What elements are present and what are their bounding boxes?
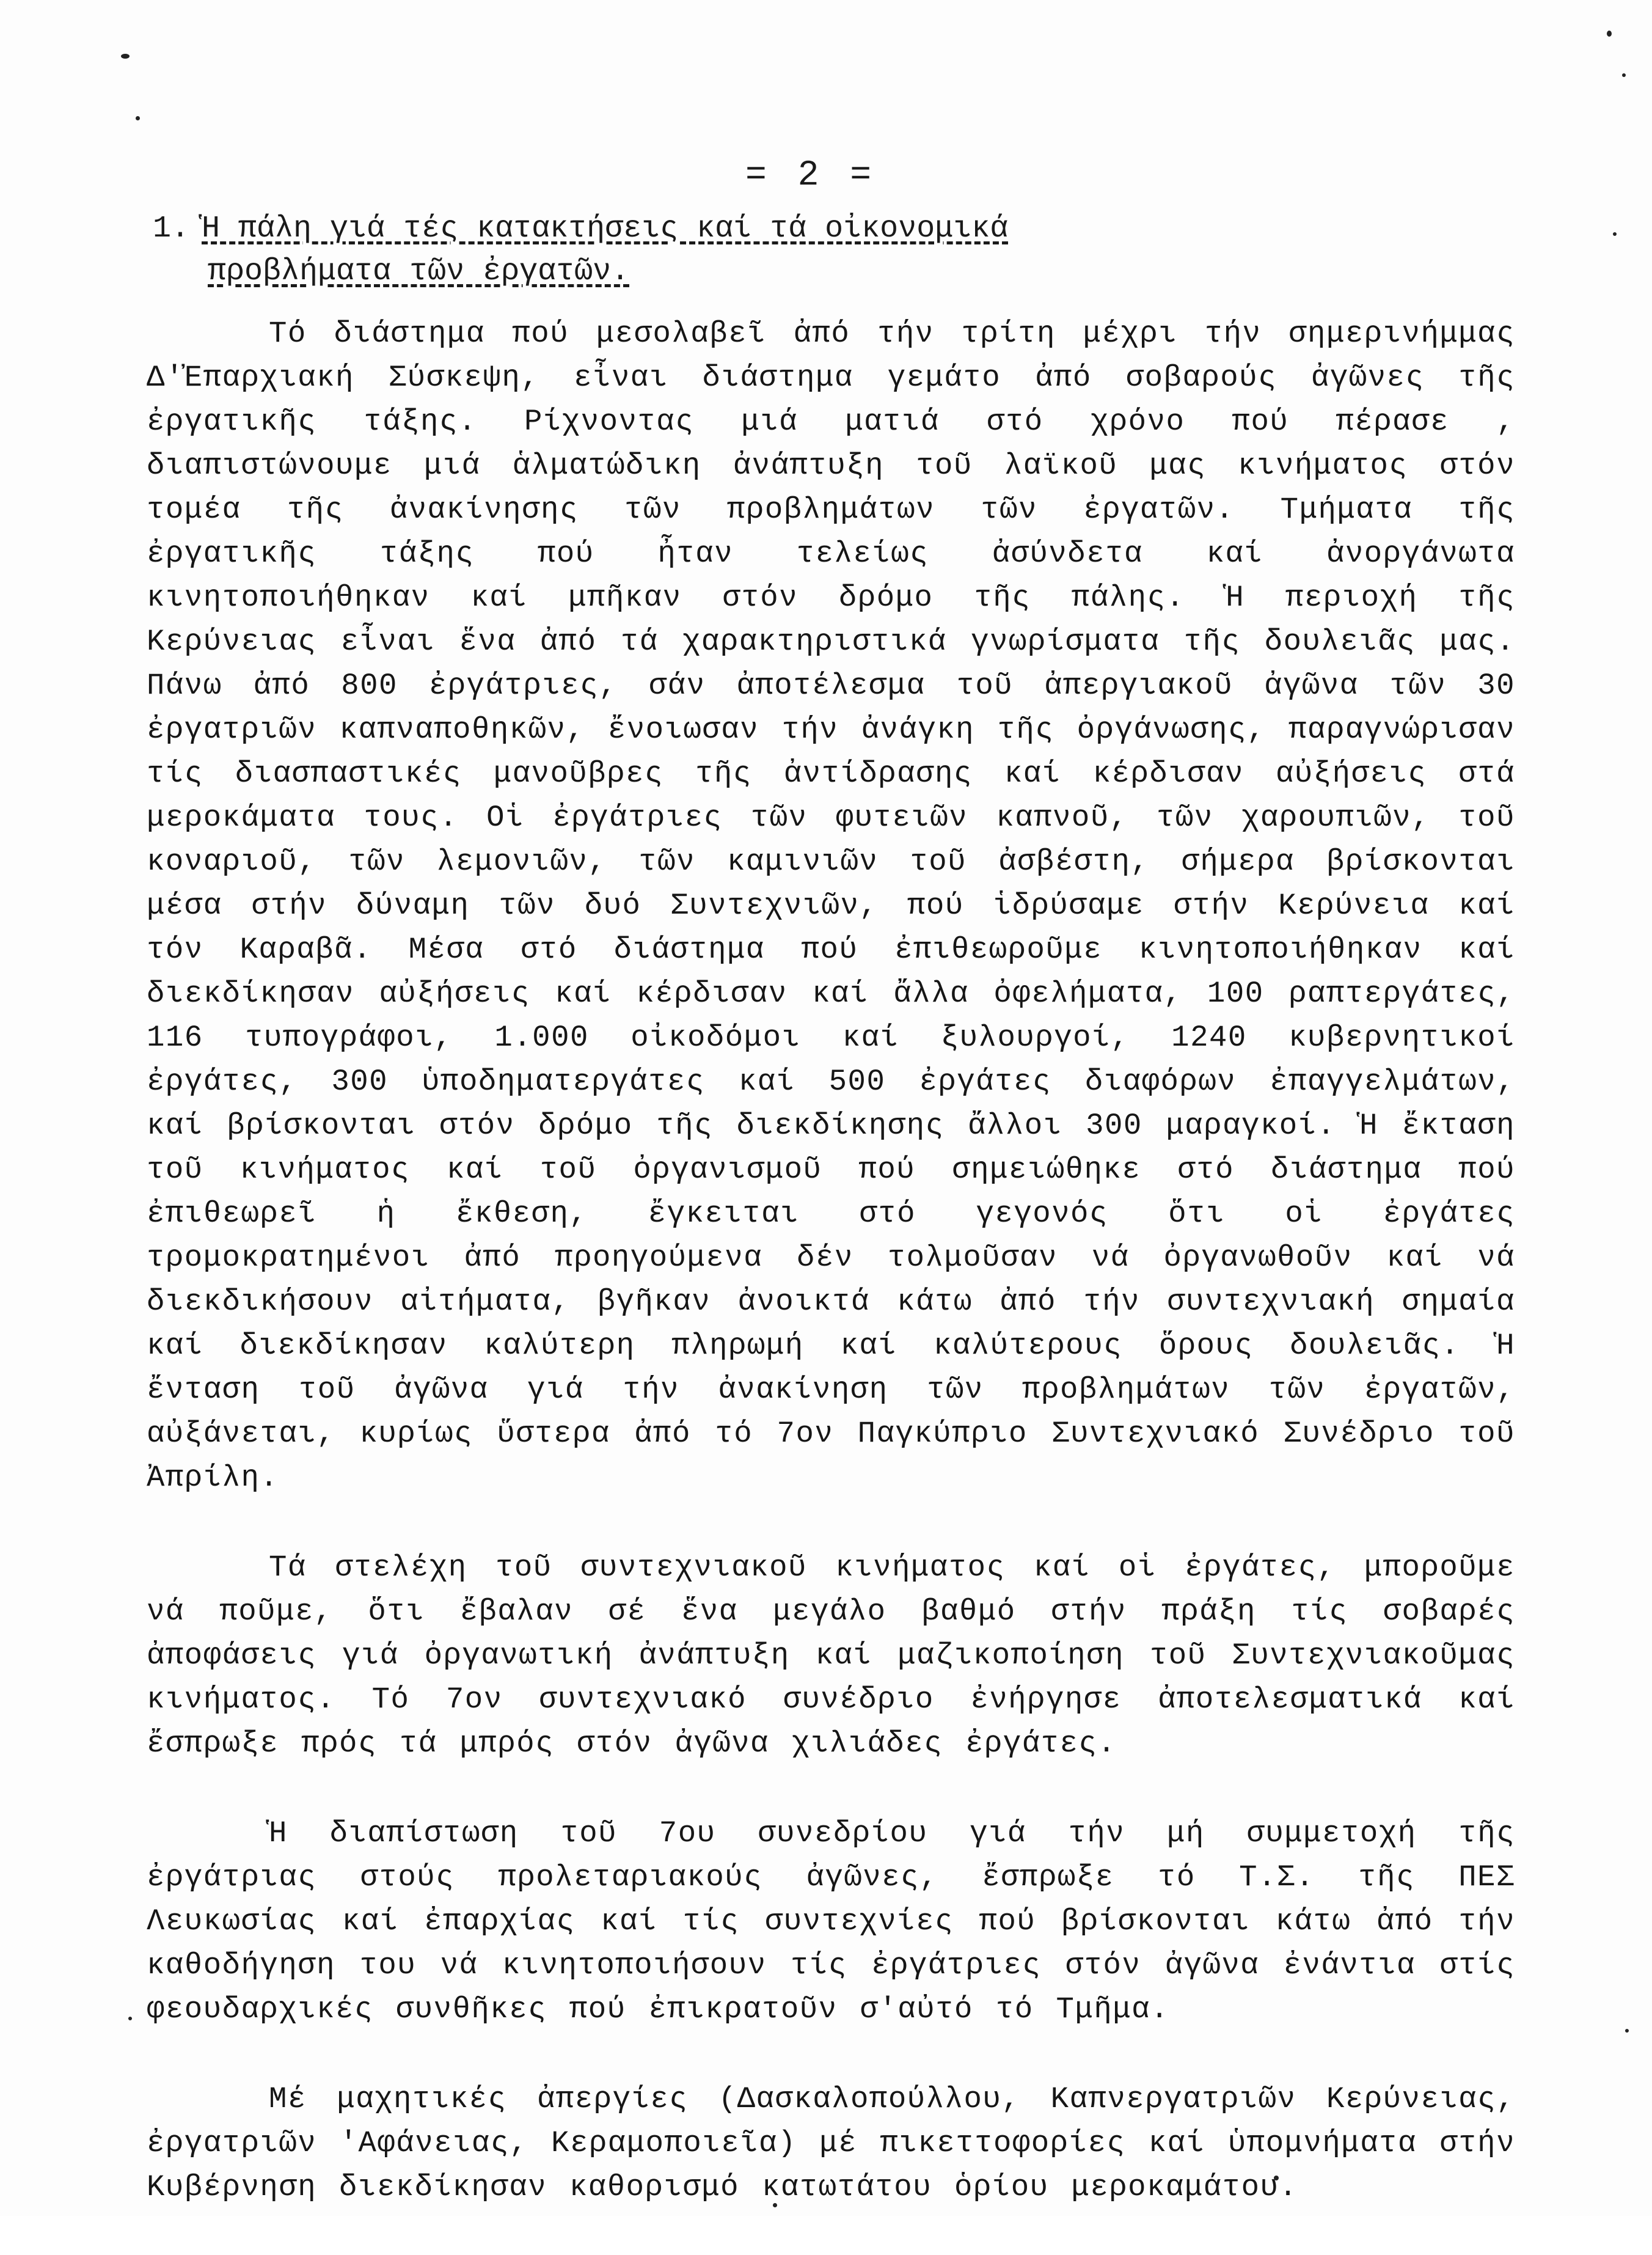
section-heading bbox=[153, 208, 1527, 293]
paragraph-2: Τά στελέχη τοῦ συντεχνιακοῦ κινήματος καί οἱ ἐργάτες, μποροῦμε νά ποῦμε, ὅτι ἔβαλαν σέ ἕνα μεγάλο βαθμό στήν πράξη τίς σοβαρές ἀποφάσεις γιά ὀργανωτική ἀνάπτυξη καί μαζικοποίηση τοῦ Συντεχνιακοῦμας κινήματος. Τό 7ον συντεχνιακό συνέδριο ἐνήργησε ἀποτελεσματικά καί ἔσπρωξε πρός τά μπρός στόν ἀγῶνα χιλιάδες ἐργάτες. bbox=[147, 1550, 1515, 1761]
scan-speck bbox=[1625, 2029, 1629, 2033]
body-text bbox=[147, 312, 1515, 2255]
scan-speck bbox=[128, 2017, 132, 2020]
scan-speck bbox=[136, 116, 140, 120]
section-title-line1: Ἡ πάλη γιά τές κατακτήσεις καί τά οἰκονομικά bbox=[202, 211, 1009, 246]
scan-speck bbox=[1607, 31, 1612, 37]
paragraph-4: Μέ μαχητικές ἀπεργίες (Δασκαλοπούλλου, Καπνεργατριῶν Κερύνειας, ἐργατριῶν 'Αφάνειας, Κεραμοποιεῖα) μέ πικεττοφορίες καί ὑπομνήματα στήν Κυβέρνηση διεκδίκησαν καθορισμό κατωτάτου ὁρίου μεροκαμάτου. bbox=[147, 2082, 1515, 2204]
scan-speck bbox=[1622, 73, 1626, 77]
paragraph-1: Τό διάστημα πού μεσολαβεῖ ἀπό τήν τρίτη μέχρι τήν σημερινήμμας Δ'Ἐπαρχιακή Σύσκεψη, εἶναι διάστημα γεμάτο ἀπό σοβαρούς ἀγῶνες τῆς ἐργατικῆς τάξης. Ρίχνοντας μιά ματιά στό χρόνο πού πέρασε , διαπιστώνουμε μιά ἁλματώδικη ἀνάπτυξη τοῦ λαϊκοῦ μας κινήματος στόν τομέα τῆς ἀνακίνησης τῶν προβλημάτων τῶν ἐργατῶν. Τμήματα τῆς ἐργατικῆς τάξης πού ἦταν τελείως ἀσύνδετα καί ἀνοργάνωτα κινητοποιήθηκαν καί μπῆκαν στόν δρόμο τῆς πάλης. Ἡ περιοχή τῆς Κερύνειας εἶναι ἕνα ἀπό τά χαρακτηριστικά γνωρίσματα τῆς δουλειᾶς μας. Πάνω ἀπό 800 ἐργάτριες, σάν ἀποτέλεσμα τοῦ ἀπεργιακοῦ ἀγῶνα τῶν 30 ἐργατριῶν καπναποθηκῶν, ἔνοιωσαν τήν ἀνάγκη τῆς ὀργάνωσης, παραγνώρισαν τίς διασπαστικές μανοῦβρες τῆς ἀντίδρασης καί κέρδισαν αὐξήσεις στά μεροκάματα τους. Οἱ ἐργάτριες τῶν φυτειῶν καπνοῦ, τῶν χαρουπιῶν, τοῦ κοναριοῦ, τῶν λεμονιῶν, τῶν καμινιῶν τοῦ ἀσβέστη, σήμερα βρίσκονται μέσα στήν δύναμη τῶν δυό Συντεχνιῶν, πού ἱδρύσαμε στήν Κερύνεια καί τόν Καραβᾶ. Μέσα στό διάστημα πού ἐπιθεωροῦμε κινητοποιήθηκαν καί διεκδίκησαν αὐξήσεις καί κέρδισαν καί ἄλλα ὀφελήματα, 100 ραπτεργάτες, 116 τυπογράφοι, 1.000 οἰκοδόμοι καί ξυλουργοί, 1240 κυβερνητικοί ἐργάτες, 300 ὑποδηματεργάτες καί 500 ἐργάτες διαφόρων ἐπαγγελμάτων, καί βρίσκονται στόν δρόμο τῆς διεκδίκησης ἄλλοι 300 μαραγκοί. Ἡ ἔκταση τοῦ κινήματος καί τοῦ ὀργανισμοῦ πού σημειώθηκε στό διάστημα πού ἐπιθεωρεῖ ἡ ἔκθεση, ἔγκειται στό γεγονός ὅτι οἱ ἐργάτες τρομοκρατημένοι ἀπό προηγούμενα δέν τολμοῦσαν νά ὀργανωθοῦν καί νά διεκδικήσουν αἰτήματα, βγῆκαν ἀνοικτά κάτω ἀπό τήν συντεχνιακή σημαία καί διεκδίκησαν καλύτερη πληρωμή καί καλύτερους ὅρους δουλειᾶς. Ἡ ἔνταση τοῦ ἀγῶνα γιά τήν ἀνακίνηση τῶν προβλημάτων τῶν ἐργατῶν, αὐξάνεται, κυρίως ὕστερα ἀπό τό 7ον Παγκύπριο Συντεχνιακό Συνέδριο τοῦ Ἀπρίλη. bbox=[147, 317, 1515, 1495]
page-number: = 2 = bbox=[745, 156, 877, 196]
section-title-line2: προβλήματα τῶν ἐργατῶν. bbox=[208, 254, 630, 289]
scan-speck bbox=[121, 54, 130, 59]
scan-speck bbox=[1613, 232, 1617, 236]
paragraph-3: Ἡ διαπίστωση τοῦ 7ου συνεδρίου γιά τήν μή συμμετοχή τῆς ἐργάτριας στούς προλεταριακούς ἀγῶνες, ἔσπρωξε τό Τ.Σ. τῆς ΠΕΣ Λευκωσίας καί ἐπαρχίας καί τίς συντεχνίες πού βρίσκονται κάτω ἀπό τήν καθοδήγηση του νά κινητοποιήσουν τίς ἐργάτριες στόν ἀγῶνα ἐνάντια στίς φεουδαρχικές συνθῆκες πού ἐπικρατοῦν σ'αὐτό τό Τμῆμα. bbox=[147, 1816, 1515, 2026]
section-number: 1. bbox=[153, 211, 190, 246]
